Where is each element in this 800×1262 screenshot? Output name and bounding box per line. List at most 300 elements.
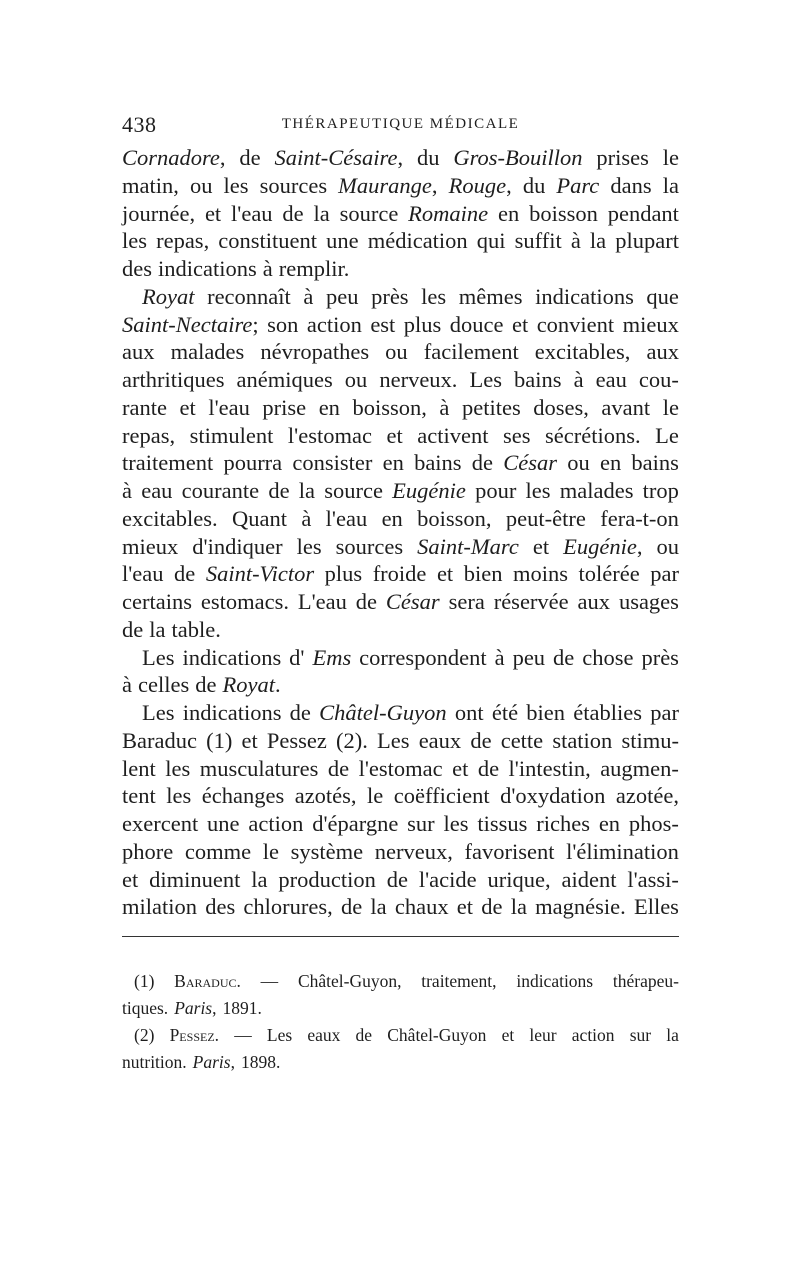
body-line — [122, 422, 679, 450]
text-segment: médication — [367, 228, 468, 254]
text-segment: de — [355, 589, 378, 614]
text-segment: matin, — [122, 172, 179, 198]
text-segment: de — [327, 755, 350, 781]
text-segment: Gros-Bouillon — [453, 145, 583, 170]
text-segment: l'élimination — [566, 838, 679, 864]
text-segment: rante — [122, 394, 167, 420]
text-segment: sources — [259, 172, 328, 198]
text-segment: de — [471, 450, 494, 476]
text-segment: tolérée — [578, 561, 640, 587]
text-segment: à — [573, 367, 584, 392]
text-segment: Baraduc. — [174, 971, 241, 991]
text-segment: sécrétions. — [545, 422, 641, 448]
text-segment: , — [212, 998, 217, 1018]
text-segment: et — [532, 533, 550, 559]
text-segment: stimu- — [621, 727, 679, 753]
text-segment: azotés, — [294, 783, 357, 809]
text-segment: de — [355, 1025, 373, 1045]
text-segment: l'eau — [325, 505, 368, 531]
body-line — [122, 699, 679, 727]
text-segment: bains — [514, 367, 562, 392]
text-segment: son — [267, 311, 299, 337]
text-segment: par — [650, 561, 679, 587]
text-segment: une — [207, 811, 240, 836]
text-segment: Les — [266, 1025, 293, 1045]
text-segment: qui — [476, 228, 506, 254]
text-segment: d'indiquer — [192, 533, 283, 559]
text-segment: certains — [122, 589, 192, 614]
body-line — [122, 671, 679, 699]
text-segment: et — [241, 727, 258, 753]
text-segment: musculatures — [199, 755, 319, 781]
text-segment: de — [174, 561, 196, 587]
text-segment: bains — [414, 450, 462, 476]
text-segment: Eugénie — [563, 533, 637, 559]
body-line — [122, 255, 679, 283]
text-segment: coëfficient — [393, 783, 490, 809]
text-segment: Quant — [231, 505, 287, 531]
body-line — [122, 838, 679, 866]
text-segment: en — [498, 200, 520, 226]
text-segment: phos- — [628, 811, 679, 836]
text-segment: Saint-Marc — [417, 533, 519, 559]
text-segment: (2). — [336, 727, 368, 753]
text-segment: indications — [158, 256, 257, 281]
text-segment: Saint-Nectaire — [122, 311, 253, 337]
running-title: THÉRAPEUTIQUE MÉDICALE — [281, 116, 520, 132]
text-segment: tent — [122, 783, 156, 809]
text-segment: à — [303, 283, 314, 309]
text-segment: du — [522, 172, 546, 198]
text-segment: pour — [475, 478, 517, 503]
text-segment: fera-t-on — [600, 505, 679, 531]
text-segment: bains — [631, 450, 679, 476]
text-segment: l'assi- — [627, 866, 679, 892]
text-segment: mieux — [122, 533, 179, 559]
text-segment: que — [646, 283, 679, 309]
text-segment: azotée, — [615, 783, 679, 809]
text-segment: près — [371, 283, 409, 309]
text-segment: à — [439, 394, 450, 420]
text-segment: leur — [529, 1025, 557, 1045]
text-segment: et — [511, 311, 529, 337]
text-segment: chlorures, — [243, 894, 333, 920]
page-header — [122, 112, 679, 142]
text-segment: la — [666, 1025, 679, 1045]
text-segment: été — [491, 700, 519, 725]
text-segment: phore — [122, 838, 174, 864]
text-segment: par — [650, 700, 679, 725]
text-segment: , — [506, 172, 512, 198]
text-segment: tiques. — [122, 998, 169, 1018]
text-segment: eaux — [418, 727, 462, 753]
body-line — [122, 449, 679, 477]
text-segment: estomacs. — [200, 589, 289, 614]
text-segment: César — [503, 450, 558, 476]
text-segment: douce — [449, 311, 504, 337]
text-segment: milation — [122, 894, 197, 920]
body-line — [122, 172, 679, 200]
text-segment: ou — [656, 533, 679, 559]
text-segment: Châtel-Guyon — [387, 1025, 487, 1045]
body-line — [122, 866, 679, 894]
text-segment: traitement — [122, 450, 214, 476]
text-segment: Royat — [142, 283, 195, 309]
text-segment: le — [367, 783, 384, 809]
text-segment: boisson, — [417, 505, 492, 531]
text-segment: froide — [372, 561, 427, 587]
body-line — [122, 616, 679, 644]
text-segment: aux — [577, 589, 611, 614]
text-segment: Paris — [174, 998, 213, 1018]
text-segment: eau — [595, 367, 627, 392]
text-segment: trop — [642, 478, 679, 503]
text-segment: lent — [122, 755, 156, 781]
text-segment: et — [436, 561, 454, 587]
body-line — [122, 727, 679, 755]
text-segment: les — [165, 755, 191, 781]
text-segment: et — [179, 394, 196, 420]
text-segment: les — [525, 478, 551, 503]
text-segment: et — [122, 866, 139, 892]
body-line — [122, 144, 679, 172]
text-segment: reconnaît — [207, 283, 291, 309]
body-line — [122, 200, 679, 228]
text-segment: les — [223, 172, 249, 198]
text-segment: eaux — [307, 1025, 341, 1045]
text-segment: à — [262, 256, 273, 281]
text-segment: , — [636, 533, 643, 559]
text-segment: Elles — [633, 894, 679, 920]
text-segment: à — [494, 644, 505, 670]
body-line — [122, 338, 679, 366]
text-segment: de — [122, 616, 144, 642]
text-segment: celles — [138, 672, 190, 698]
text-segment: César — [385, 589, 440, 614]
text-segment: d'épargne — [312, 811, 399, 836]
text-segment: peut-être — [505, 505, 586, 531]
text-segment: la — [662, 172, 679, 198]
text-segment: 1891. — [222, 998, 262, 1018]
text-segment: nerveux. — [379, 367, 458, 392]
text-segment: la — [298, 478, 316, 503]
text-segment: action — [248, 811, 304, 836]
footnotes — [122, 968, 679, 1076]
text-segment: à — [122, 478, 132, 503]
text-segment: (1) — [134, 971, 155, 991]
text-segment: et — [456, 894, 474, 920]
text-segment: le — [262, 838, 279, 864]
text-segment: , — [397, 145, 404, 170]
text-segment: riches — [536, 811, 590, 836]
text-segment: malades — [170, 339, 245, 365]
text-segment: Royat — [222, 672, 275, 698]
text-segment: diminuent — [149, 866, 241, 892]
text-segment: l'intestin, — [508, 755, 591, 781]
text-segment: doses, — [533, 394, 589, 420]
text-segment: dans — [610, 172, 652, 198]
text-segment: petites — [461, 394, 521, 420]
text-segment: Les — [142, 644, 175, 670]
text-segment: pourra — [223, 450, 283, 476]
text-segment: aident — [561, 866, 617, 892]
text-segment: les — [443, 811, 469, 836]
text-segment: aux — [646, 339, 679, 365]
text-segment: repas, — [122, 422, 176, 448]
text-segment: Cornadore — [122, 145, 220, 170]
text-segment: Romaine — [408, 200, 489, 226]
text-segment: la — [510, 894, 527, 920]
text-segment: constituent — [218, 228, 318, 254]
text-segment: la — [149, 616, 166, 642]
text-segment: les — [122, 228, 147, 254]
text-segment: à — [301, 505, 312, 531]
text-segment: Pessez. — [169, 1025, 220, 1045]
text-segment: échanges — [201, 783, 285, 809]
body-line — [122, 560, 679, 588]
text-segment: peu — [325, 283, 359, 309]
body-line — [122, 227, 679, 255]
text-segment: de — [268, 478, 290, 503]
text-segment: des — [205, 894, 236, 920]
text-segment: facilement — [423, 339, 519, 365]
text-segment: eau — [141, 478, 173, 503]
text-segment: et — [386, 422, 403, 448]
body-line — [122, 533, 679, 561]
text-segment: prise — [262, 394, 307, 420]
body-line — [122, 588, 679, 616]
text-segment: sur — [629, 1025, 652, 1045]
text-segment: ou — [385, 339, 408, 365]
text-segment: . — [274, 672, 281, 698]
text-segment: Rouge — [448, 172, 507, 198]
text-segment: production — [278, 866, 376, 892]
text-segment: malades — [559, 478, 634, 503]
text-segment: excitables, — [534, 339, 631, 365]
text-segment: anémiques — [236, 367, 333, 392]
text-segment: , — [230, 1052, 235, 1072]
text-segment: 1898. — [240, 1052, 281, 1072]
body-line — [122, 394, 679, 422]
text-segment: excitables. — [122, 505, 218, 531]
text-segment: — — [260, 971, 279, 991]
text-segment: avant — [601, 394, 651, 420]
body-line — [122, 505, 679, 533]
text-segment: Eugénie — [392, 478, 466, 503]
text-segment: en — [381, 505, 403, 531]
text-segment: indications — [516, 971, 594, 991]
text-segment: Les — [469, 367, 502, 392]
text-segment: source — [339, 200, 399, 226]
text-segment: moins — [512, 561, 568, 587]
text-segment: cette — [500, 727, 544, 753]
text-segment: Baraduc — [122, 727, 197, 753]
text-segment: convient — [536, 311, 615, 337]
footnote-line — [122, 1049, 679, 1076]
text-segment: mieux — [622, 311, 679, 337]
text-segment: de — [386, 866, 408, 892]
text-segment: ou — [567, 450, 590, 476]
text-segment: d'oxydation — [500, 783, 606, 809]
text-segment: Châtel-Guyon — [319, 700, 447, 725]
text-segment: cou- — [638, 367, 679, 392]
text-segment: chaux — [394, 894, 449, 920]
text-segment: boisson, — [352, 394, 427, 420]
text-segment: en — [599, 450, 622, 476]
text-segment: l'eau — [231, 200, 273, 226]
text-segment: névropathes — [260, 339, 370, 365]
text-segment: , — [431, 172, 438, 198]
text-segment: aux — [122, 339, 155, 365]
text-segment: en — [318, 394, 340, 420]
text-segment: consister — [292, 450, 373, 476]
text-segment: arthritiques — [122, 367, 225, 392]
text-segment: de — [340, 894, 363, 920]
text-segment: journée, — [122, 200, 196, 226]
text-segment: de — [195, 672, 217, 698]
text-segment: pendant — [607, 200, 679, 226]
text-segment: le — [662, 394, 679, 420]
text-segment: de — [282, 200, 304, 226]
text-segment: remplir. — [278, 256, 350, 281]
text-segment: nerveux, — [374, 838, 453, 864]
text-segment: les — [166, 783, 192, 809]
text-segment: plupart — [615, 228, 679, 254]
text-segment: en — [598, 811, 621, 836]
text-segment: la — [251, 866, 268, 892]
text-segment: (1) — [206, 727, 233, 753]
text-segment: magnésie. — [535, 894, 626, 920]
text-segment: de — [477, 755, 500, 781]
body-text — [122, 144, 679, 921]
text-segment: Saint-Victor — [205, 561, 315, 587]
footnote-line — [122, 968, 679, 995]
text-segment: en — [382, 450, 404, 476]
text-segment: de — [289, 700, 311, 725]
text-segment: chose — [582, 644, 634, 670]
text-segment: plus — [324, 561, 363, 587]
text-segment: bien — [526, 700, 566, 725]
text-segment: Parc — [556, 172, 600, 198]
text-segment: le — [662, 145, 679, 170]
text-segment: de — [481, 894, 503, 920]
text-segment: et — [204, 200, 222, 226]
text-segment: et — [452, 755, 469, 781]
text-segment: tissus — [477, 811, 528, 836]
text-segment: système — [290, 838, 364, 864]
body-line — [122, 283, 679, 311]
text-segment: thérapeu- — [612, 971, 679, 991]
text-segment: ou — [344, 367, 368, 392]
text-segment: sources — [335, 533, 404, 559]
text-segment: Les — [142, 700, 175, 725]
text-segment: ou — [189, 172, 213, 198]
text-segment: Maurange — [338, 172, 432, 198]
text-segment: Châtel-Guyon, — [297, 971, 402, 991]
text-segment: à — [570, 228, 581, 254]
text-segment: établies — [573, 700, 642, 725]
text-segment: L'eau — [297, 589, 347, 614]
text-segment: la — [370, 894, 387, 920]
text-segment: l'eau — [122, 561, 164, 587]
page-number: 438 — [122, 112, 157, 137]
text-segment: réservée — [493, 589, 569, 614]
text-segment: ; — [252, 311, 259, 337]
text-segment: d' — [289, 644, 305, 670]
text-segment: une — [326, 228, 359, 254]
body-line — [122, 782, 679, 810]
text-segment: table. — [171, 616, 221, 642]
text-segment: (2) — [134, 1025, 155, 1045]
text-segment: urique, — [487, 866, 551, 892]
body-line — [122, 644, 679, 672]
body-line — [122, 311, 679, 339]
text-segment: la — [589, 228, 607, 254]
body-line — [122, 810, 679, 838]
text-segment: de — [553, 644, 575, 670]
text-segment: action — [571, 1025, 615, 1045]
text-segment: de — [239, 145, 261, 170]
text-segment: l'estomac — [287, 422, 372, 448]
text-segment: usages — [618, 589, 679, 614]
text-segment: , — [219, 145, 226, 170]
text-segment: l'acide — [418, 866, 477, 892]
text-segment: — — [234, 1025, 252, 1045]
text-segment: peu — [512, 644, 546, 670]
text-segment: indications — [535, 283, 634, 309]
text-segment: l'eau — [208, 394, 250, 420]
text-segment: nutrition. — [122, 1052, 187, 1072]
text-segment: ses — [503, 422, 531, 448]
text-segment: exercent — [122, 811, 199, 836]
text-segment: et — [501, 1025, 515, 1045]
text-segment: sera — [448, 589, 485, 614]
footnote-rule — [122, 936, 679, 937]
text-segment: indications — [182, 644, 282, 670]
text-segment: la — [313, 200, 330, 226]
text-segment: boisson — [529, 200, 598, 226]
text-segment: bien — [463, 561, 503, 587]
text-segment: activent — [417, 422, 489, 448]
text-segment: les — [421, 283, 447, 309]
body-line — [122, 477, 679, 505]
text-segment: mêmes — [458, 283, 523, 309]
body-line — [122, 755, 679, 783]
body-line — [122, 893, 679, 921]
text-segment: prises — [596, 145, 649, 170]
text-segment: courante — [181, 478, 260, 503]
text-segment: Les — [377, 727, 410, 753]
text-segment: comme — [184, 838, 252, 864]
text-segment: Saint-Césaire — [274, 145, 398, 170]
text-segment: les — [296, 533, 322, 559]
text-segment: du — [416, 145, 440, 170]
text-segment: action — [306, 311, 362, 337]
text-segment: à — [122, 672, 132, 698]
text-segment: plus — [403, 311, 442, 337]
text-segment: augmen- — [600, 755, 679, 781]
body-line — [122, 366, 679, 394]
text-segment: sur — [407, 811, 435, 836]
text-segment: station — [552, 727, 613, 753]
text-segment: Paris — [192, 1052, 231, 1072]
text-segment: des — [122, 256, 152, 281]
text-segment: correspondent — [359, 644, 487, 670]
text-segment: suffit — [514, 228, 562, 254]
text-segment: près — [641, 644, 679, 670]
text-segment: source — [324, 478, 383, 503]
text-segment: stimulent — [189, 422, 274, 448]
